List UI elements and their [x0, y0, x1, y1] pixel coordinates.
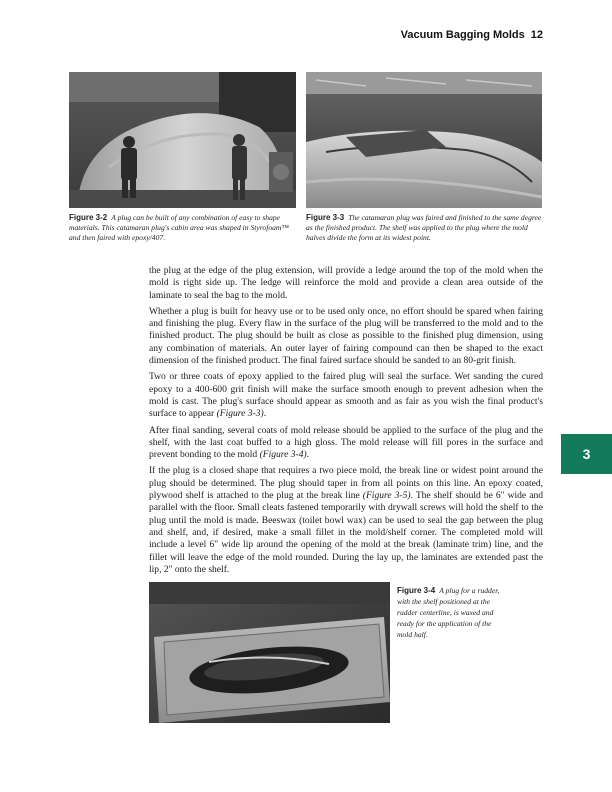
figure-3-3-label: Figure 3-3 — [306, 213, 345, 222]
figure-3-2-photo — [69, 72, 296, 208]
paragraph — [149, 465, 543, 576]
paragraph — [149, 425, 543, 462]
figure-3-2-caption-text: A plug can be built of any combination of easy to shape materials. This catamaran plug's cabin area was shaped in Styrofoam™ and then faired with epoxy/407. — [69, 213, 289, 242]
figure-reference: (Figure 3-4) — [259, 449, 307, 461]
body-text — [149, 265, 543, 576]
paragraph: Whether a plug is built for heavy use or to be used only once, no effort should be spared when fairing and finishing the plug. Every flaw in the surface of the plug will be transferred to the mold and to the finished product. The plug should be built as close as possible to the finished plug dimension, using any combination of materials. An outer layer of fairing compound can then be shaped to the exact dimension of the finished product. The final faired surface should be sanded to an 80-grit finish. — [149, 305, 543, 367]
paragraph-text: Two or three coats of epoxy applied to the faired plug will seal the surface. Wet sanding the cured epoxy to a 400-600 grit finish will make the surface smooth enough to prevent adhesion when the mold is cast. The plug's surface should appear as smooth and as fair as you wish the final product's surface to appear — [149, 371, 543, 420]
figure-3-4-caption — [397, 585, 505, 640]
figure-3-2-caption — [69, 213, 296, 243]
paragraph: the plug at the edge of the plug extension, will provide a ledge around the top of the mold when the mold is right side up. The ledge will reinforce the mold and provide a clean area outside of the laminate to seal the bag to the mold. — [149, 265, 543, 301]
paragraph-text: If the plug is a closed shape that requires a two piece mold, the break line or widest point around the plug should be determined. The plug should taper in from all points on this line. An epoxy coated, plywood shelf is attached to the plug at the break line — [149, 465, 543, 502]
paragraph-text: . — [263, 408, 267, 420]
figure-reference: (Figure 3-3) — [216, 408, 264, 420]
paragraph-text: . — [306, 449, 310, 461]
header-title: Vacuum Bagging Molds — [400, 29, 525, 41]
page-number: 12 — [530, 29, 543, 41]
figure-reference: (Figure 3-5) — [362, 490, 411, 502]
figure-3-4-label: Figure 3-4 — [397, 586, 436, 595]
figure-3-2-label: Figure 3-2 — [69, 213, 108, 222]
paragraph-text: After final sanding, several coats of mold release should be applied to the surface of the plug and the shelf, with the last coat buffed to a high gloss. The mold release will fill pores in the surface and prevent bonding to the mold — [149, 424, 543, 461]
paragraph-text: . The shelf should be 6" wide and parallel with the floor. Small cleats fastened temporarily with drywall screws will hold the shelf to the plug until the mold is made. Beeswax (toilet bowl wax) can be used to seal the gap between the plug and shelf, and, if desired, make a small fillet in the mold/shelf corner. The completed mold will include a level 6" wide lip around the opening of the mold at the break (laminate trim) line, and the fillet will leave the edge of the mold rounded. During the lay up, the laminates are extended past the lip, 2" onto the shelf. — [149, 490, 543, 575]
figure-3-4-caption-text: A plug for a rudder, with the shelf positioned at the rudder centerline, is waxed and ready for the application of the mold half. — [397, 586, 500, 639]
running-header — [401, 29, 543, 41]
paragraph — [149, 371, 543, 420]
figure-3-3-caption-text: The catamaran plug was faired and finished to the same degree as the finished product. The shelf was applied to the plug where the mold halves divide the form at its widest point. — [306, 213, 542, 242]
figure-3-4-photo — [149, 582, 390, 723]
figure-3-3-photo — [306, 72, 542, 208]
chapter-tab: 3 — [561, 434, 612, 474]
figure-3-3-caption — [306, 213, 542, 243]
